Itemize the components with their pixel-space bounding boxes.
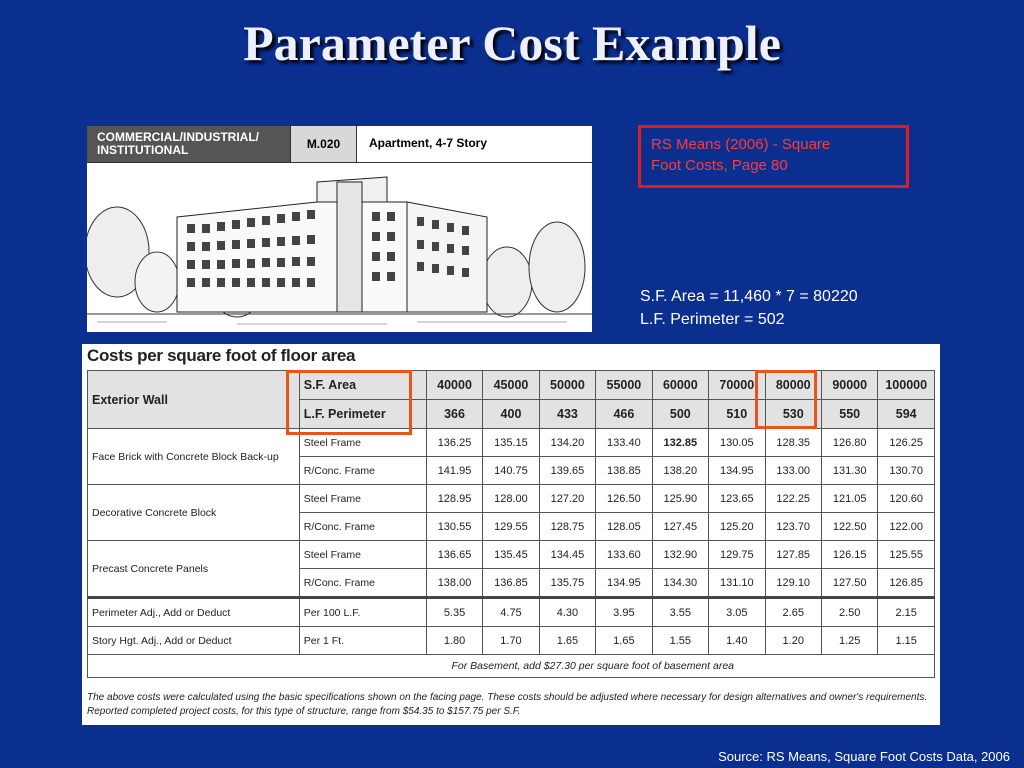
adjustment-value: 1.55 xyxy=(652,627,708,655)
sf-area-value: 80000 xyxy=(765,371,821,400)
sf-area-value: 45000 xyxy=(483,371,539,400)
adjustment-value: 1.65 xyxy=(596,627,652,655)
cost-value: 129.75 xyxy=(709,541,765,569)
basement-note: For Basement, add $27.30 per square foot of basement area xyxy=(88,655,935,678)
table-row xyxy=(88,541,935,569)
cost-value: 138.00 xyxy=(426,569,482,598)
adjustment-value: 1.15 xyxy=(878,627,935,655)
cost-value: 127.50 xyxy=(821,569,877,598)
cost-value: 138.20 xyxy=(652,457,708,485)
cost-value: 133.60 xyxy=(596,541,652,569)
adjustment-value: 3.05 xyxy=(709,598,765,627)
cost-value: 128.95 xyxy=(426,485,482,513)
cost-value: 134.20 xyxy=(539,429,595,457)
cost-value: 135.45 xyxy=(483,541,539,569)
lf-perimeter-value: 433 xyxy=(539,400,595,429)
adjustment-label: Perimeter Adj., Add or Deduct xyxy=(88,598,300,627)
adjustment-value: 2.65 xyxy=(765,598,821,627)
adjustment-row xyxy=(88,627,935,655)
sf-area-value: 90000 xyxy=(821,371,877,400)
lf-perimeter-value: 530 xyxy=(765,400,821,429)
reference-callout-box xyxy=(638,125,909,188)
adjustment-value: 2.15 xyxy=(878,598,935,627)
cost-value: 122.25 xyxy=(765,485,821,513)
adjustment-value: 3.95 xyxy=(596,598,652,627)
cost-value: 134.95 xyxy=(709,457,765,485)
sf-area-header: S.F. Area xyxy=(299,371,426,400)
reference-line-1: RS Means (2006) - Square xyxy=(651,136,831,153)
cost-value: 136.25 xyxy=(426,429,482,457)
cost-value: 123.65 xyxy=(709,485,765,513)
sf-area-value: 50000 xyxy=(539,371,595,400)
adjustment-unit: Per 1 Ft. xyxy=(299,627,426,655)
adjustment-value: 5.35 xyxy=(426,598,482,627)
lf-perimeter-calc: L.F. Perimeter = 502 xyxy=(640,311,785,328)
cost-value: 127.85 xyxy=(765,541,821,569)
cost-value: 121.05 xyxy=(821,485,877,513)
cost-value: 130.55 xyxy=(426,513,482,541)
cost-value: 123.70 xyxy=(765,513,821,541)
lf-perimeter-value: 550 xyxy=(821,400,877,429)
adjustment-value: 4.75 xyxy=(483,598,539,627)
adjustment-value: 3.55 xyxy=(652,598,708,627)
adjustment-row xyxy=(88,598,935,627)
cost-value: 128.75 xyxy=(539,513,595,541)
cost-value: 134.30 xyxy=(652,569,708,598)
cost-value: 130.70 xyxy=(878,457,935,485)
apartment-building-sketch xyxy=(87,162,592,332)
cost-value: 130.05 xyxy=(709,429,765,457)
exterior-wall-type: Decorative Concrete Block xyxy=(88,485,300,541)
cost-table-panel xyxy=(82,344,940,725)
column-80000-highlight xyxy=(755,370,817,429)
frame-type: Steel Frame xyxy=(299,429,426,457)
source-citation: Source: RS Means, Square Foot Costs Data, 2006 xyxy=(718,749,1010,764)
lf-perimeter-value: 400 xyxy=(483,400,539,429)
cost-value: 134.95 xyxy=(596,569,652,598)
exterior-wall-type: Face Brick with Concrete Block Back-up xyxy=(88,429,300,485)
cost-value: 138.85 xyxy=(596,457,652,485)
cost-value: 128.00 xyxy=(483,485,539,513)
sf-area-calc: S.F. Area = 11,460 * 7 = 80220 xyxy=(640,288,858,305)
cost-value: 127.45 xyxy=(652,513,708,541)
lf-perimeter-header: L.F. Perimeter xyxy=(299,400,426,429)
frame-type: R/Conc. Frame xyxy=(299,513,426,541)
cost-value: 136.85 xyxy=(483,569,539,598)
category-label: COMMERCIAL/INDUSTRIAL/ INSTITUTIONAL xyxy=(87,126,290,162)
cost-value: 136.65 xyxy=(426,541,482,569)
adjustment-value: 1.65 xyxy=(539,627,595,655)
lf-perimeter-value: 500 xyxy=(652,400,708,429)
adjustment-label: Story Hgt. Adj., Add or Deduct xyxy=(88,627,300,655)
cost-value: 125.20 xyxy=(709,513,765,541)
cost-value: 122.50 xyxy=(821,513,877,541)
adjustment-value: 1.20 xyxy=(765,627,821,655)
adjustment-value: 4.30 xyxy=(539,598,595,627)
cost-value: 125.55 xyxy=(878,541,935,569)
cost-value: 135.75 xyxy=(539,569,595,598)
cost-value: 139.65 xyxy=(539,457,595,485)
sf-area-value: 40000 xyxy=(426,371,482,400)
frame-type: Steel Frame xyxy=(299,485,426,513)
cost-value: 127.20 xyxy=(539,485,595,513)
cost-value: 132.90 xyxy=(652,541,708,569)
model-code: M.020 xyxy=(290,126,357,162)
image-header xyxy=(87,126,592,163)
building-image-panel xyxy=(87,126,592,332)
cost-value: 135.15 xyxy=(483,429,539,457)
table-title: Costs per square foot of floor area xyxy=(87,346,356,365)
frame-type: R/Conc. Frame xyxy=(299,457,426,485)
exterior-wall-header: Exterior Wall xyxy=(88,371,300,429)
cost-value: 129.55 xyxy=(483,513,539,541)
sf-area-value: 60000 xyxy=(652,371,708,400)
table-row xyxy=(88,485,935,513)
sf-area-value: 70000 xyxy=(709,371,765,400)
cost-value: 126.50 xyxy=(596,485,652,513)
adjustment-value: 1.70 xyxy=(483,627,539,655)
adjustment-value: 1.25 xyxy=(821,627,877,655)
adjustment-unit: Per 100 L.F. xyxy=(299,598,426,627)
exterior-wall-type: Precast Concrete Panels xyxy=(88,541,300,598)
lf-perimeter-value: 594 xyxy=(878,400,935,429)
sf-lf-label-highlight xyxy=(286,370,412,435)
cost-value: 125.90 xyxy=(652,485,708,513)
cost-value: 133.00 xyxy=(765,457,821,485)
cost-value: 126.80 xyxy=(821,429,877,457)
slide-title: Parameter Cost Example xyxy=(243,15,781,71)
cost-value: 128.05 xyxy=(596,513,652,541)
cost-value: 131.10 xyxy=(709,569,765,598)
table-footnote: The above costs were calculated using the basic specifications shown on the facing page. These costs should be adjusted where necessary for design alternatives and owner's requirements. Reported completed project costs, for this type of structure, range from $54.35 to $157.75 per S.F. xyxy=(87,692,928,717)
cost-value: 133.40 xyxy=(596,429,652,457)
frame-type: R/Conc. Frame xyxy=(299,569,426,598)
cost-value: 132.85 xyxy=(652,429,708,457)
frame-type: Steel Frame xyxy=(299,541,426,569)
table-row xyxy=(88,429,935,457)
cost-value: 122.00 xyxy=(878,513,935,541)
sf-area-value: 55000 xyxy=(596,371,652,400)
sf-area-value: 100000 xyxy=(878,371,935,400)
building-type: Apartment, 4-7 Story xyxy=(369,136,488,150)
lf-perimeter-value: 466 xyxy=(596,400,652,429)
cost-value: 128.35 xyxy=(765,429,821,457)
adjustment-value: 1.40 xyxy=(709,627,765,655)
lf-perimeter-value: 366 xyxy=(426,400,482,429)
cost-value: 134.45 xyxy=(539,541,595,569)
cost-value: 126.85 xyxy=(878,569,935,598)
reference-line-2: Foot Costs, Page 80 xyxy=(651,157,788,174)
cost-value: 126.25 xyxy=(878,429,935,457)
cost-value: 140.75 xyxy=(483,457,539,485)
adjustment-value: 1.80 xyxy=(426,627,482,655)
cost-value: 126.15 xyxy=(821,541,877,569)
basement-note-row xyxy=(88,655,935,678)
lf-perimeter-value: 510 xyxy=(709,400,765,429)
cost-value: 129.10 xyxy=(765,569,821,598)
adjustment-value: 2.50 xyxy=(821,598,877,627)
cost-value: 141.95 xyxy=(426,457,482,485)
cost-value: 131.30 xyxy=(821,457,877,485)
cost-value: 120.60 xyxy=(878,485,935,513)
calculation-notes xyxy=(640,285,858,331)
